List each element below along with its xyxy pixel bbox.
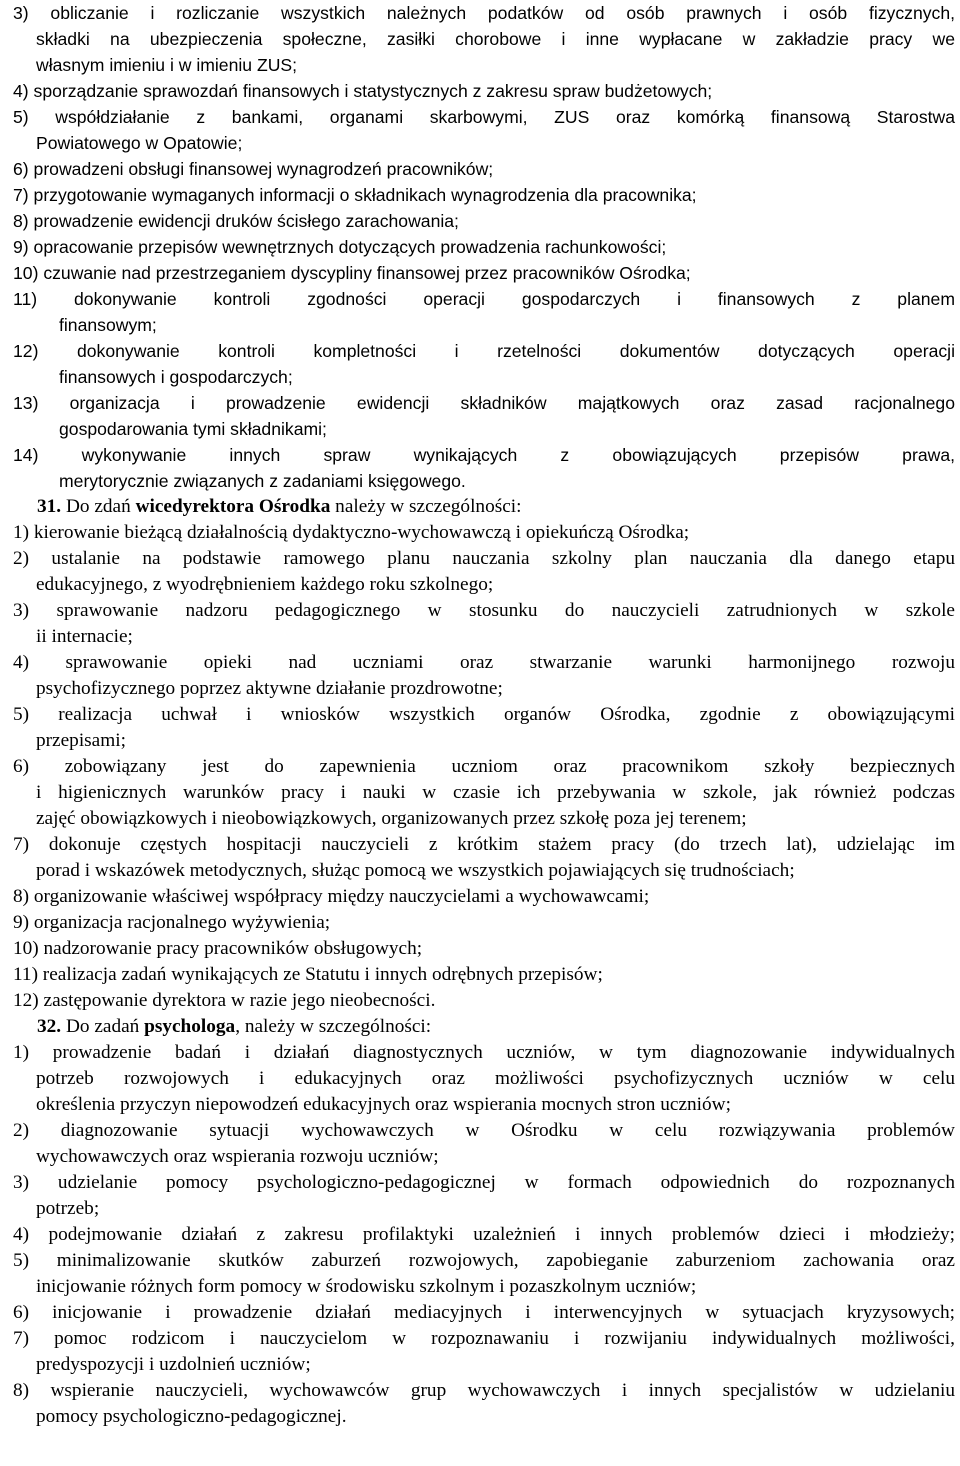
list-item-line: 6) inicjowanie i prowadzenie działań mediacyjnych i interwencyjnych w sytuacjach kryzysowych; — [13, 1302, 955, 1323]
section-number: 31. — [37, 496, 62, 517]
list-item-line: określenia przyczyn niepowodzeń edukacyjnych oraz wspierania mocnych stron uczniów; — [36, 1094, 731, 1115]
list-item-line: 12) zastępowanie dyrektora w razie jego nieobecności. — [13, 990, 436, 1011]
list-item-line: i higienicznych warunków pracy i nauki w czasie ich przebywania w szkole, jak również podczas — [36, 782, 955, 803]
list-item-line: 5) realizacja uchwał i wniosków wszystkich organów Ośrodka, zgodnie z obowiązującymi — [13, 704, 955, 725]
list-item-line: porad i wskazówek metodycznych, służąc pomocą we wszystkich pojawiających się trudnościach; — [36, 860, 795, 881]
list-item-line: 10) nadzorowanie pracy pracowników obsługowych; — [13, 938, 423, 959]
list-item-line: 1) kierowanie bieżącą działalnością dydaktyczno-wychowawczą i opiekuńczą Ośrodka; — [13, 522, 690, 543]
list-item-line: przepisami; — [36, 730, 126, 751]
list-item-line: 14) wykonywanie innych spraw wynikających z obowiązujących przepisów prawa, — [13, 445, 955, 465]
section-number: 32. — [37, 1016, 62, 1037]
list-item-line: ii internacie; — [36, 626, 133, 647]
list-item-line: 4) podejmowanie działań z zakresu profilaktyki uzależnień i innych problemów dzieci i młodzieży; — [13, 1224, 955, 1245]
list-item-line: 7) przygotowanie wymaganych informacji o składnikach wynagrodzenia dla pracownika; — [13, 185, 697, 205]
list-item-line: pomocy psychologiczno-pedagogicznej. — [36, 1406, 347, 1427]
list-item-line: merytorycznie związanych z zadaniami księgowego. — [59, 471, 466, 491]
list-item-line: 4) sprawowanie opieki nad uczniami oraz stwarzanie warunki harmonijnego rozwoju — [13, 652, 955, 673]
list-item-line: 6) prowadzeni obsługi finansowej wynagrodzeń pracowników; — [13, 159, 494, 179]
list-item-line: 3) obliczanie i rozliczanie wszystkich należnych podatków od osób prawnych i osób fizycznych, — [13, 3, 955, 23]
section-intro-post: , należy w szczególności: — [235, 1016, 432, 1037]
list-item-line: edukacyjnego, z wyodrębnieniem każdego roku szkolnego; — [36, 574, 494, 595]
list-item-line: 4) sporządzanie sprawozdań finansowych i statystycznych z zakresu spraw budżetowych; — [13, 81, 713, 101]
section-intro-bold: psychologa — [144, 1016, 236, 1037]
list-item-line: 8) organizowanie właściwej współpracy między nauczycielami a wychowawcami; — [13, 886, 650, 907]
list-item-line: potrzeb rozwojowych i edukacyjnych oraz możliwości psychofizycznych uczniów w celu — [36, 1068, 955, 1089]
list-item-line: inicjowanie różnych form pomocy w środowisku szkolnym i pozaszkolnym uczniów; — [36, 1276, 697, 1297]
list-item-line: 13) organizacja i prowadzenie ewidencji składników majątkowych oraz zasad racjonalnego — [13, 393, 955, 413]
list-item-line: 12) dokonywanie kontroli kompletności i rzetelności dokumentów dotyczących operacji — [13, 341, 955, 361]
list-item-line: 11) realizacja zadań wynikających ze Statutu i innych odrębnych przepisów; — [13, 964, 603, 985]
list-item-line: 9) organizacja racjonalnego wyżywienia; — [13, 912, 331, 933]
list-item-line: 7) pomoc rodzicom i nauczycielom w rozpoznawaniu i rozwijaniu indywidualnych możliwości, — [13, 1328, 955, 1349]
list-item-line: 1) prowadzenie badań i działań diagnostycznych uczniów, w tym diagnozowanie indywidualnych — [13, 1042, 955, 1063]
list-item-line: finansowym; — [59, 315, 157, 335]
list-item-line: 5) współdziałanie z bankami, organami skarbowymi, ZUS oraz komórką finansową Starostwa — [13, 107, 955, 127]
list-item-line: 3) udzielanie pomocy psychologiczno-pedagogicznej w formach odpowiednich do rozpoznanych — [13, 1172, 955, 1193]
list-item-line: wychowawczych oraz wspierania rozwoju uczniów; — [36, 1146, 439, 1167]
list-item-line: potrzeb; — [36, 1198, 100, 1219]
list-item-line: składki na ubezpieczenia społeczne, zasiłki chorobowe i inne wypłacane w zakładzie pracy we — [36, 29, 955, 49]
list-item-line: finansowych i gospodarczych; — [59, 367, 293, 387]
list-item-line: 7) dokonuje częstych hospitacji nauczycieli z krótkim stażem pracy (do trzech lat), udzielając im — [13, 834, 955, 855]
list-item-line: 6) zobowiązany jest do zapewnienia uczniom oraz pracownikom szkoły bezpiecznych — [13, 756, 955, 777]
list-item-line: 8) prowadzenie ewidencji druków ścisłego zarachowania; — [13, 211, 459, 231]
list-item-line: 5) minimalizowanie skutków zaburzeń rozwojowych, zapobieganie zaburzeniom zachowania oraz — [13, 1250, 955, 1271]
list-item-line: 8) wspieranie nauczycieli, wychowawców grup wychowawczych i innych specjalistów w udzielaniu — [13, 1380, 955, 1401]
list-item-line: 2) diagnozowanie sytuacji wychowawczych w Ośrodku w celu rozwiązywania problemów — [13, 1120, 955, 1141]
section-intro-post: należy w szczególności: — [335, 496, 522, 517]
section-intro-bold: wicedyrektora Ośrodka — [135, 496, 331, 517]
list-item-line: 2) ustalanie na podstawie ramowego planu nauczania szkolny plan nauczania dla danego etapu — [13, 548, 955, 569]
section-intro-pre: Do zdań — [65, 496, 131, 517]
section-intro-pre: Do zadań — [65, 1016, 140, 1037]
list-item-line: Powiatowego w Opatowie; — [36, 133, 243, 153]
list-item-line: zajęć obowiązkowych i nieobowiązkowych, organizowanych przez szkołę poza jej terenem; — [36, 808, 747, 829]
list-item-line: 10) czuwanie nad przestrzeganiem dyscypliny finansowej przez pracowników Ośrodka; — [13, 263, 691, 283]
list-item-line: 11) dokonywanie kontroli zgodności operacji gospodarczych i finansowych z planem — [13, 289, 955, 309]
list-item-line: gospodarowania tymi składnikami; — [59, 419, 327, 439]
list-item-line: 3) sprawowanie nadzoru pedagogicznego w stosunku do nauczycieli zatrudnionych w szkole — [13, 600, 955, 621]
list-item-line: psychofizycznego poprzez aktywne działanie prozdrowotne; — [36, 678, 503, 699]
list-item-line: własnym imieniu i w imieniu ZUS; — [36, 55, 298, 75]
section-heading — [37, 1014, 960, 1040]
section-heading — [37, 494, 960, 520]
list-item-line: predyspozycji i uzdolnień uczniów; — [36, 1354, 311, 1375]
list-item-line: 9) opracowanie przepisów wewnętrznych dotyczących prowadzenia rachunkowości; — [13, 237, 667, 257]
